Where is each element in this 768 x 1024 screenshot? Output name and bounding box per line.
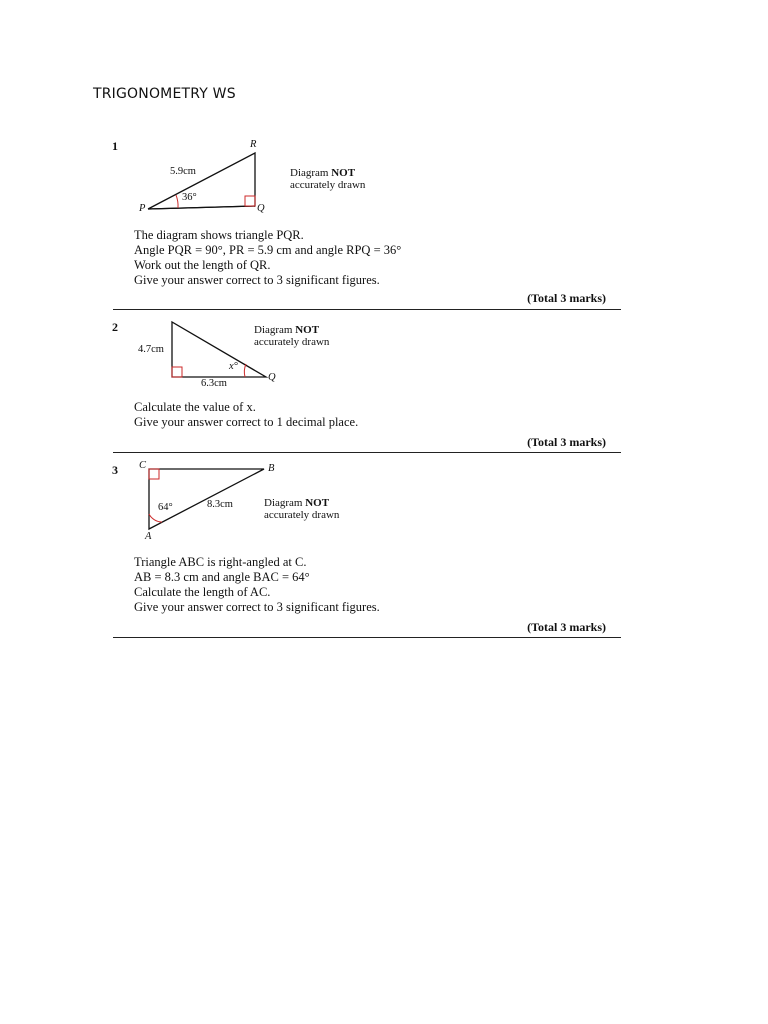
q1-diagram-note: Diagram NOT accurately drawn (290, 167, 366, 191)
q3-angle-label: 64° (158, 502, 173, 513)
q2-total-marks: (Total 3 marks) (527, 435, 606, 449)
q1-side-label: 5.9cm (170, 166, 196, 177)
q1-text-line: The diagram shows triangle PQR. (134, 228, 304, 242)
q1-text-line: Work out the length of QR. (134, 258, 271, 272)
q3-vertex-a: A (145, 531, 152, 542)
q3-text-line: Give your answer correct to 3 significant figures. (134, 600, 380, 614)
q1-vertex-q: Q (257, 203, 265, 214)
q3-text-line: Calculate the length of AC. (134, 585, 271, 599)
q3-text-line: Triangle ABC is right-angled at C. (134, 555, 307, 569)
page-title: TRIGONOMETRY WS (93, 86, 236, 102)
question-3-number: 3 (112, 463, 118, 477)
q2-text-line: Calculate the value of x. (134, 400, 256, 414)
q2-horizontal-side-label: 6.3cm (201, 378, 227, 389)
right-angle-marker (149, 469, 159, 479)
question-1-number: 1 (112, 139, 118, 153)
q3-vertex-c: C (139, 460, 147, 471)
q3-question-text (134, 555, 380, 615)
q1-vertex-r: R (250, 139, 257, 150)
q2-vertex-q: Q (268, 372, 276, 383)
q3-side-label: 8.3cm (207, 499, 233, 510)
q2-text-line: Give your answer correct to 1 decimal place. (134, 415, 359, 429)
q2-angle-x-label: x° (229, 361, 238, 372)
q1-angle-label: 36° (182, 192, 197, 203)
q3-vertex-b: B (268, 463, 275, 474)
q1-total-marks: (Total 3 marks) (527, 291, 606, 305)
q1-vertex-p: P (139, 203, 146, 214)
q2-diagram-note: Diagram NOT accurately drawn (254, 324, 330, 348)
question-2-number: 2 (112, 320, 118, 334)
angle-arc (149, 514, 162, 522)
q1-text-line: Give your answer correct to 3 significant figures. (134, 273, 380, 287)
q1-text-line: Angle PQR = 90°, PR = 5.9 cm and angle RPQ = 36° (134, 243, 402, 257)
q2-vertical-side-label: 4.7cm (138, 344, 164, 355)
q3-text-line: AB = 8.3 cm and angle BAC = 64° (134, 570, 310, 584)
q3-diagram-note: Diagram NOT accurately drawn (264, 497, 340, 521)
q3-divider (113, 637, 621, 638)
q3-total-marks: (Total 3 marks) (527, 620, 606, 634)
